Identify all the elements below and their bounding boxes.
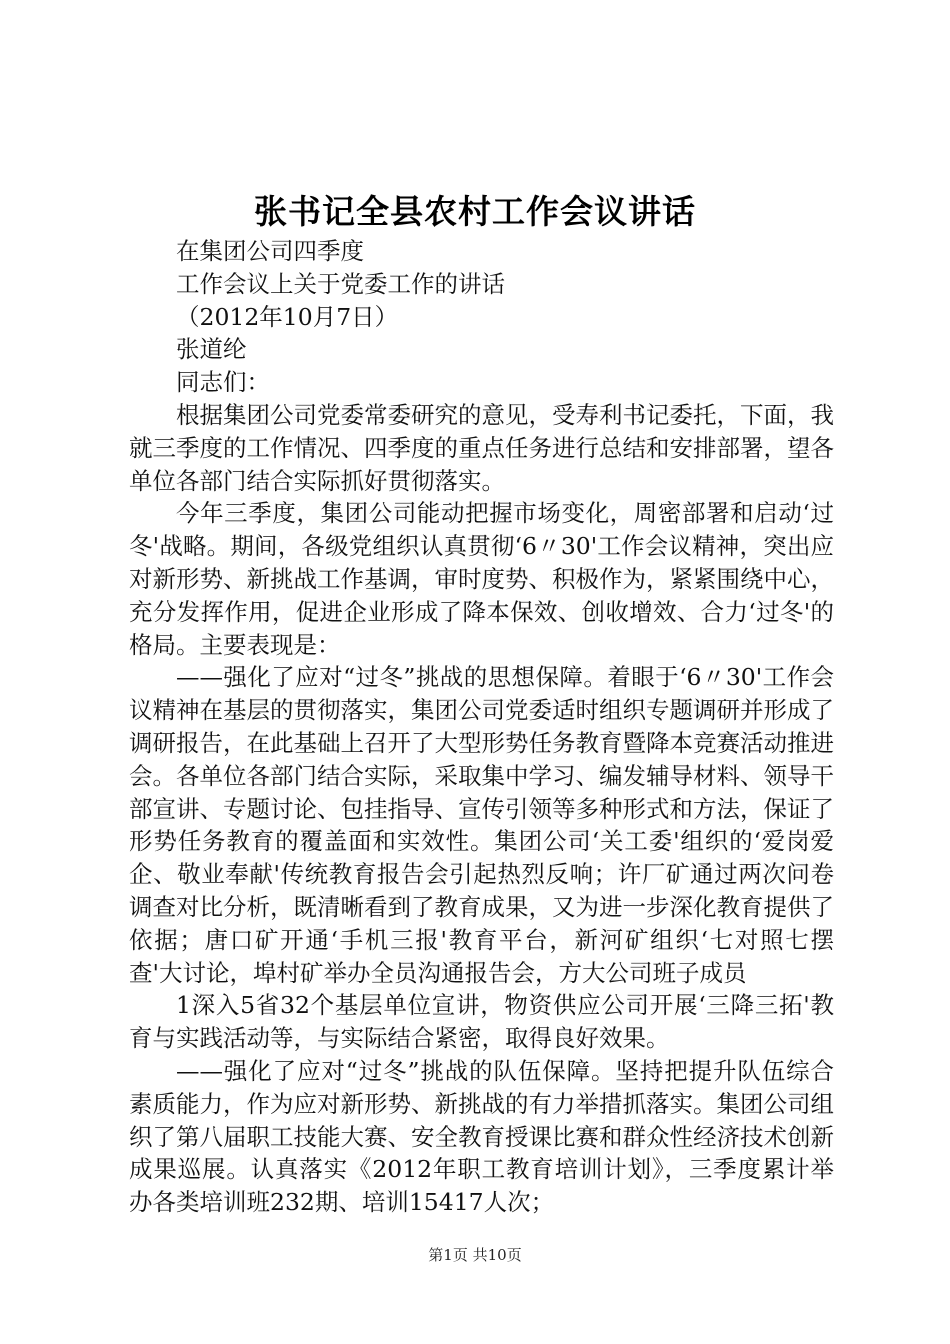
paragraph-author: 张道纶 — [176, 335, 247, 364]
document-body — [129, 235, 834, 1219]
page-footer: 第1页 共10页 — [428, 1246, 522, 1264]
paragraph-meeting-line2: 工作会议上关于党委工作的讲话 — [176, 269, 505, 298]
paragraph-salutation: 同志们： — [176, 368, 270, 397]
paragraph: 根据集团公司党委常委研究的意见，受寿利书记委托，下面，我就三季度的工作情况、四季度的重点任务进行总结和安排部署，望各单位各部门结合实际抓好贯彻落实。 — [129, 400, 834, 495]
document-title: 张书记全县农村工作会议讲话 — [254, 192, 696, 231]
paragraph: 今年三季度，集团公司能动把握市场变化，周密部署和启动‘过冬'战略。期间，各级党组织认真贯彻‘6〃30'工作会议精神，突出应对新形势、新挑战工作基调，审时度势、积极作为，紧紧围绕中心，充分发挥作用，促进企业形成了降本保效、创收增效、合力‘过冬'的格局。主要表现是： — [129, 499, 834, 659]
paragraph: ——强化了应对“过冬”挑战的思想保障。着眼于‘6〃30'工作会议精神在基层的贯彻落实，集团公司党委适时组织专题调研并形成了调研报告，在此基础上召开了大型形势任务教育暨降本竞赛活动推进会。各单位各部门结合实际，采取集中学习、编发辅导材料、领导干部宣讲、专题讨论、包挂指导、宣传引领等多种形式和方法，保证了形势任务教育的覆盖面和实效性。集团公司‘关工委'组织的‘爱岗爱企、敬业奉献'传统教育报告会引起热烈反响；许厂矿通过两次问卷调查对比分析，既清晰看到了教育成果，又为进一步深化教育提供了依据；唐口矿开通‘手机三报'教育平台，新河矿组织‘七对照七摆查'大讨论，埠村矿举办全员沟通报告会，方大公司班子成员 — [129, 663, 834, 987]
paragraph: ——强化了应对“过冬”挑战的队伍保障。坚持把提升队伍综合素质能力，作为应对新形势、新挑战的有力举措抓落实。集团公司组织了第八届职工技能大赛、安全教育授课比赛和群众性经济技术创新成果巡展。认真落实《2012年职工教育培训计划》，三季度累计举办各类培训班232期、培训15417人次； — [129, 1056, 834, 1217]
paragraph-meeting-line1: 在集团公司四季度 — [176, 237, 364, 265]
paragraph-date: （2012年10月7日） — [176, 302, 399, 331]
paragraph: 1深入5省32个基层单位宣讲，物资供应公司开展‘三降三拓'教育与实践活动等，与实际结合紧密，取得良好效果。 — [129, 991, 834, 1053]
